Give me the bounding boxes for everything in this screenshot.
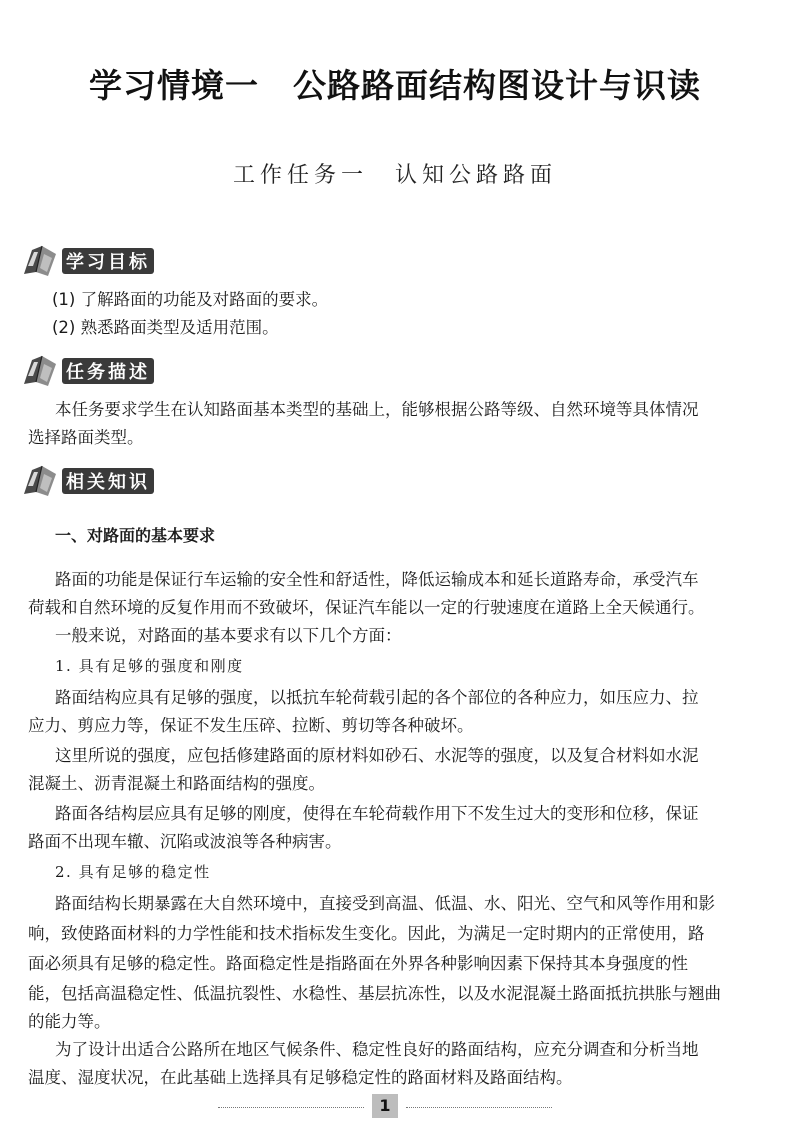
section-label-objectives: 学习目标	[62, 248, 154, 274]
paragraph-line: 路面的功能是保证行车运输的安全性和舒适性，降低运输成本和延长道路寿命，承受汽车	[55, 570, 699, 589]
open-book-icon	[22, 244, 60, 278]
open-book-icon	[22, 354, 60, 388]
section-header-task	[22, 354, 154, 388]
section-label-knowledge: 相关知识	[62, 468, 154, 494]
page-footer	[0, 1094, 790, 1120]
open-book-icon	[22, 464, 60, 498]
paragraph-line: 荷载和自然环境的反复作用而不致破坏，保证汽车能以一定的行驶速度在道路上全天候通行。	[28, 598, 705, 617]
paragraph-line: 路面结构长期暴露在大自然环境中，直接受到高温、低温、水、阳光、空气和风等作用和影	[55, 894, 715, 913]
sub-heading: 2. 具有足够的稳定性	[55, 863, 211, 881]
objective-item: (1) 了解路面的功能及对路面的要求。	[52, 290, 329, 309]
paragraph-line: 路面结构应具有足够的强度，以抵抗车轮荷载引起的各个部位的各种应力，如压应力、拉	[55, 688, 699, 707]
footer-divider	[218, 1107, 364, 1108]
objective-item: (2) 熟悉路面类型及适用范围。	[52, 318, 279, 337]
paragraph-line: 应力、剪应力等，保证不发生压碎、拉断、剪切等各种破坏。	[28, 716, 474, 735]
footer-divider	[406, 1107, 552, 1108]
page-title: 学习情境一 公路路面结构图设计与识读	[89, 66, 701, 105]
task-text-line: 本任务要求学生在认知路面基本类型的基础上，能够根据公路等级、自然环境等具体情况	[55, 400, 699, 419]
paragraph-line: 面必须具有足够的稳定性。路面稳定性是指路面在外界各种影响因素下保持其本身强度的性	[28, 954, 688, 973]
task-text-line: 选择路面类型。	[28, 428, 144, 447]
paragraph-line: 能，包括高温稳定性、低温抗裂性、水稳性、基层抗冻性，以及水泥混凝土路面抵抗拱胀与翘曲	[28, 984, 721, 1003]
section-label-task: 任务描述	[62, 358, 154, 384]
paragraph-line: 一般来说，对路面的基本要求有以下几个方面：	[55, 626, 402, 645]
section-header-knowledge	[22, 464, 154, 498]
paragraph-line: 路面不出现车辙、沉陷或波浪等各种病害。	[28, 832, 342, 851]
paragraph-line: 路面各结构层应具有足够的刚度，使得在车轮荷载作用下不发生过大的变形和位移，保证	[55, 804, 699, 823]
section-header-objectives	[22, 244, 154, 278]
page-number: 1	[372, 1094, 398, 1118]
paragraph-line: 混凝土、沥青混凝土和路面结构的强度。	[28, 774, 325, 793]
paragraph-line: 温度、湿度状况，在此基础上选择具有足够稳定性的路面材料及路面结构。	[28, 1068, 573, 1087]
sub-heading: 1. 具有足够的强度和刚度	[55, 657, 244, 675]
paragraph-line: 的能力等。	[28, 1012, 111, 1031]
paragraph-line: 这里所说的强度，应包括修建路面的原材料如砂石、水泥等的强度，以及复合材料如水泥	[55, 746, 699, 765]
page-subtitle: 工作任务一 认知公路路面	[232, 163, 557, 188]
paragraph-line: 响，致使路面材料的力学性能和技术指标发生变化。因此，为满足一定时期内的正常使用，路	[28, 924, 705, 943]
section-heading: 一、对路面的基本要求	[55, 526, 216, 545]
paragraph-line: 为了设计出适合公路所在地区气候条件、稳定性良好的路面结构，应充分调查和分析当地	[55, 1040, 699, 1059]
